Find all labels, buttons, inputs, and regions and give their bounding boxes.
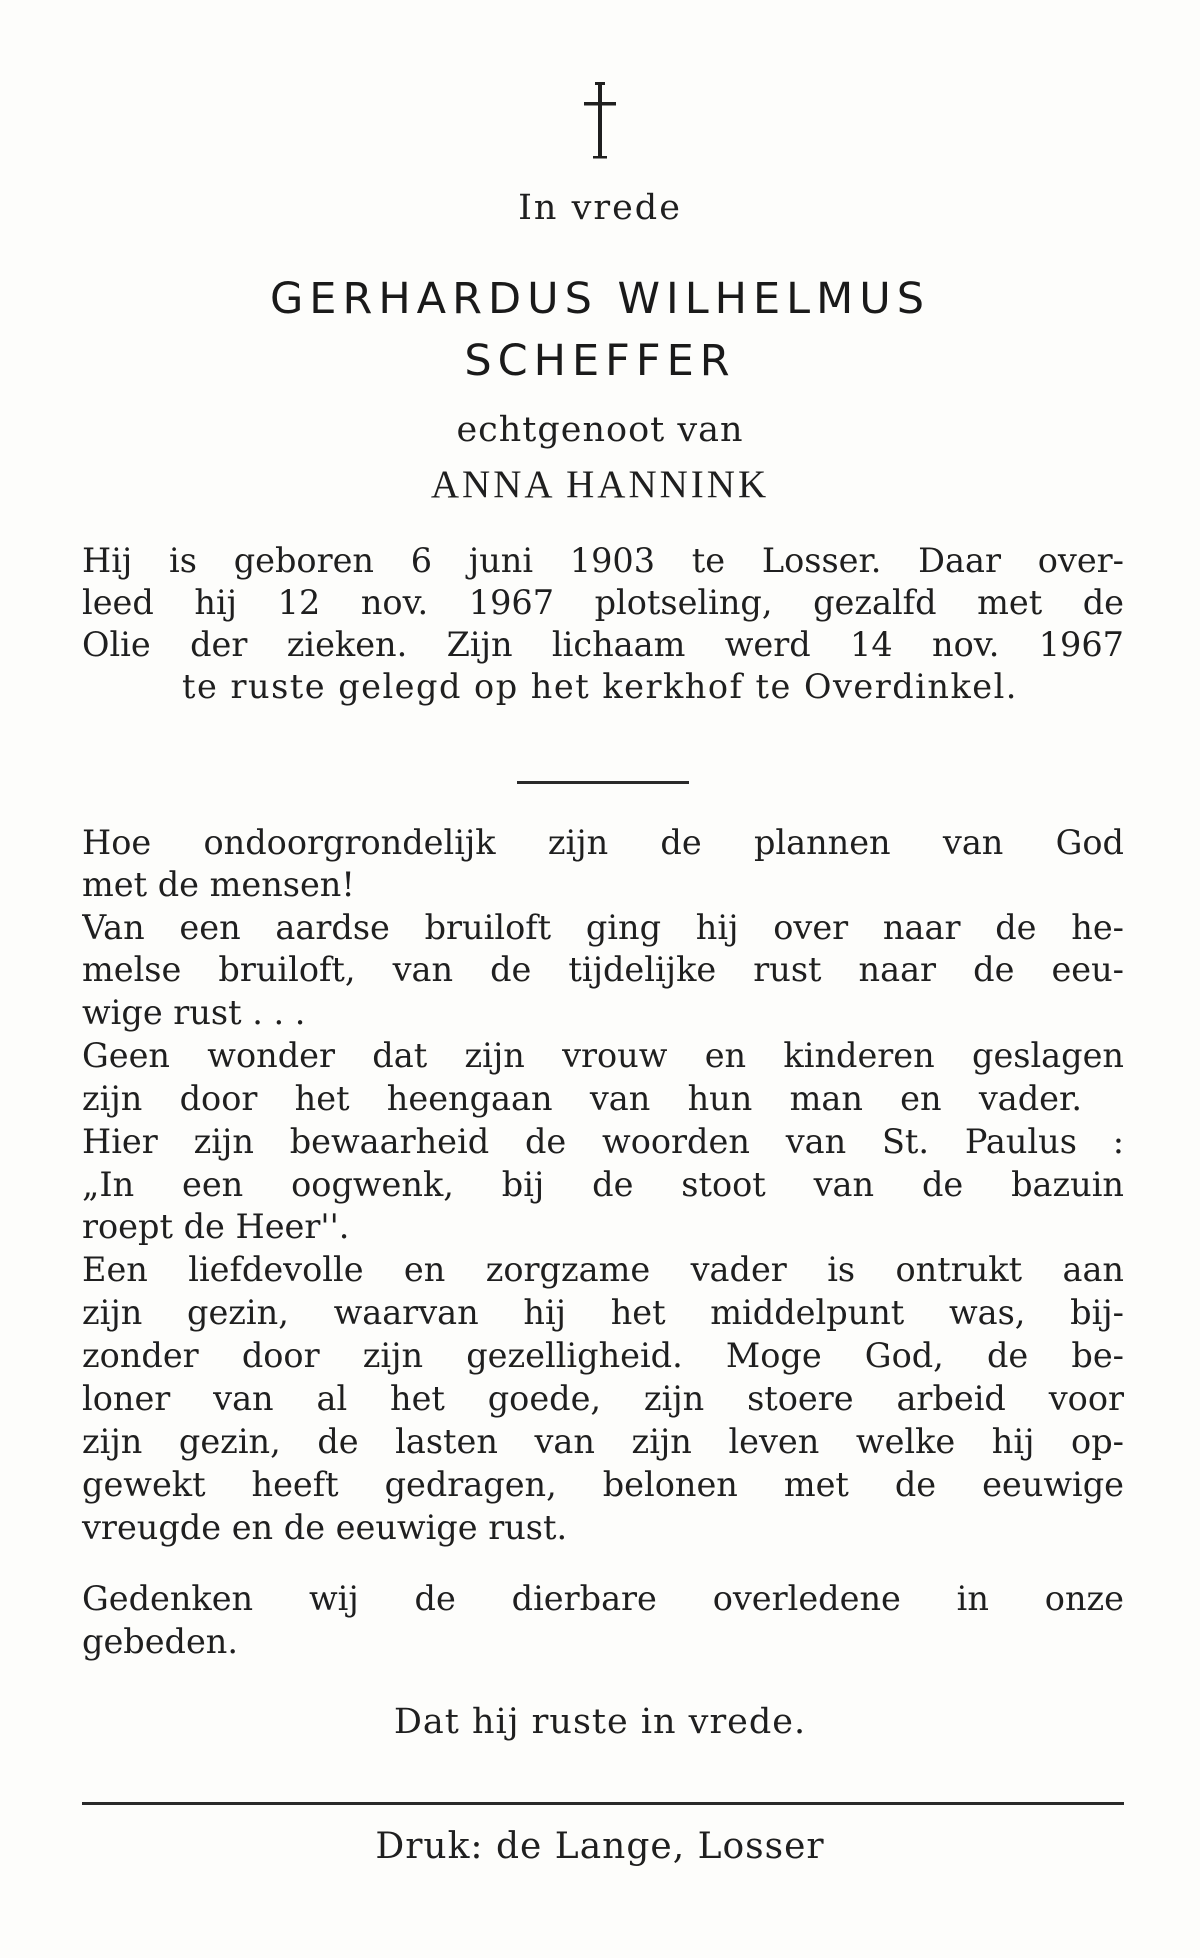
meditation-line: Een liefdevolle en zorgzame vader is ontrukt aan (82, 1250, 1124, 1289)
biography-line: te ruste gelegd op het kerkhof te Overdinkel. (182, 667, 1018, 706)
meditation-line: vreugde en de eeuwige rust. (82, 1508, 568, 1547)
biography-line: Hij is geboren 6 juni 1903 te Losser. Daar over- (82, 541, 1124, 580)
meditation-line: zonder door zijn gezelligheid. Moge God, de be- (82, 1336, 1124, 1375)
meditation-line: Hier zijn bewaarheid de woorden van St. Paulus : (82, 1122, 1124, 1161)
prayer-line: Gedenken wij de dierbare overledene in onze (82, 1579, 1124, 1618)
meditation-line: Geen wonder dat zijn vrouw en kinderen geslagen (82, 1036, 1124, 1075)
meditation-line: „In een oogwenk, bij de stoot van de bazuin (82, 1165, 1124, 1204)
meditation-line: melse bruiloft, van de tijdelijke rust naar de eeu- (82, 950, 1124, 989)
spouse-intro: echtgenoot van (456, 410, 744, 450)
in-vrede-heading: In vrede (518, 188, 682, 228)
prayer-line: gebeden. (82, 1622, 239, 1661)
meditation-line: zijn door het heengaan van hun man en vader. (82, 1079, 1082, 1118)
meditation-line: zijn gezin, de lasten van zijn leven welke hij op- (82, 1422, 1124, 1461)
meditation-line: roept de Heer''. (82, 1207, 350, 1246)
meditation-line: Hoe ondoorgrondelijk zijn de plannen van God (82, 823, 1124, 862)
cross-icon (578, 80, 622, 160)
divider (517, 781, 689, 784)
closing-line: Dat hij ruste in vrede. (393, 1702, 807, 1742)
deceased-name-line1: GERHARDUS WILHELMUS (269, 274, 931, 324)
biography-line: leed hij 12 nov. 1967 plotseling, gezalfd met de (82, 583, 1124, 622)
spouse-name: ANNA HANNINK (430, 463, 770, 506)
meditation-line: zijn gezin, waarvan hij het middelpunt was, bij- (82, 1293, 1124, 1332)
meditation-line: gewekt heeft gedragen, belonen met de eeuwige (82, 1465, 1124, 1504)
meditation-line: Van een aardse bruiloft ging hij over naar de he- (82, 908, 1124, 947)
meditation-line: met de mensen! (82, 865, 355, 904)
biography-line: Olie der zieken. Zijn lichaam werd 14 nov. 1967 (82, 625, 1124, 664)
printer-credit: Druk: de Lange, Losser (375, 1826, 825, 1867)
footer-divider (82, 1802, 1124, 1805)
meditation-line: loner van al het goede, zijn stoere arbeid voor (82, 1379, 1124, 1418)
meditation-line: wige rust . . . (82, 993, 306, 1032)
deceased-name-line2: SCHEFFER (464, 336, 736, 386)
